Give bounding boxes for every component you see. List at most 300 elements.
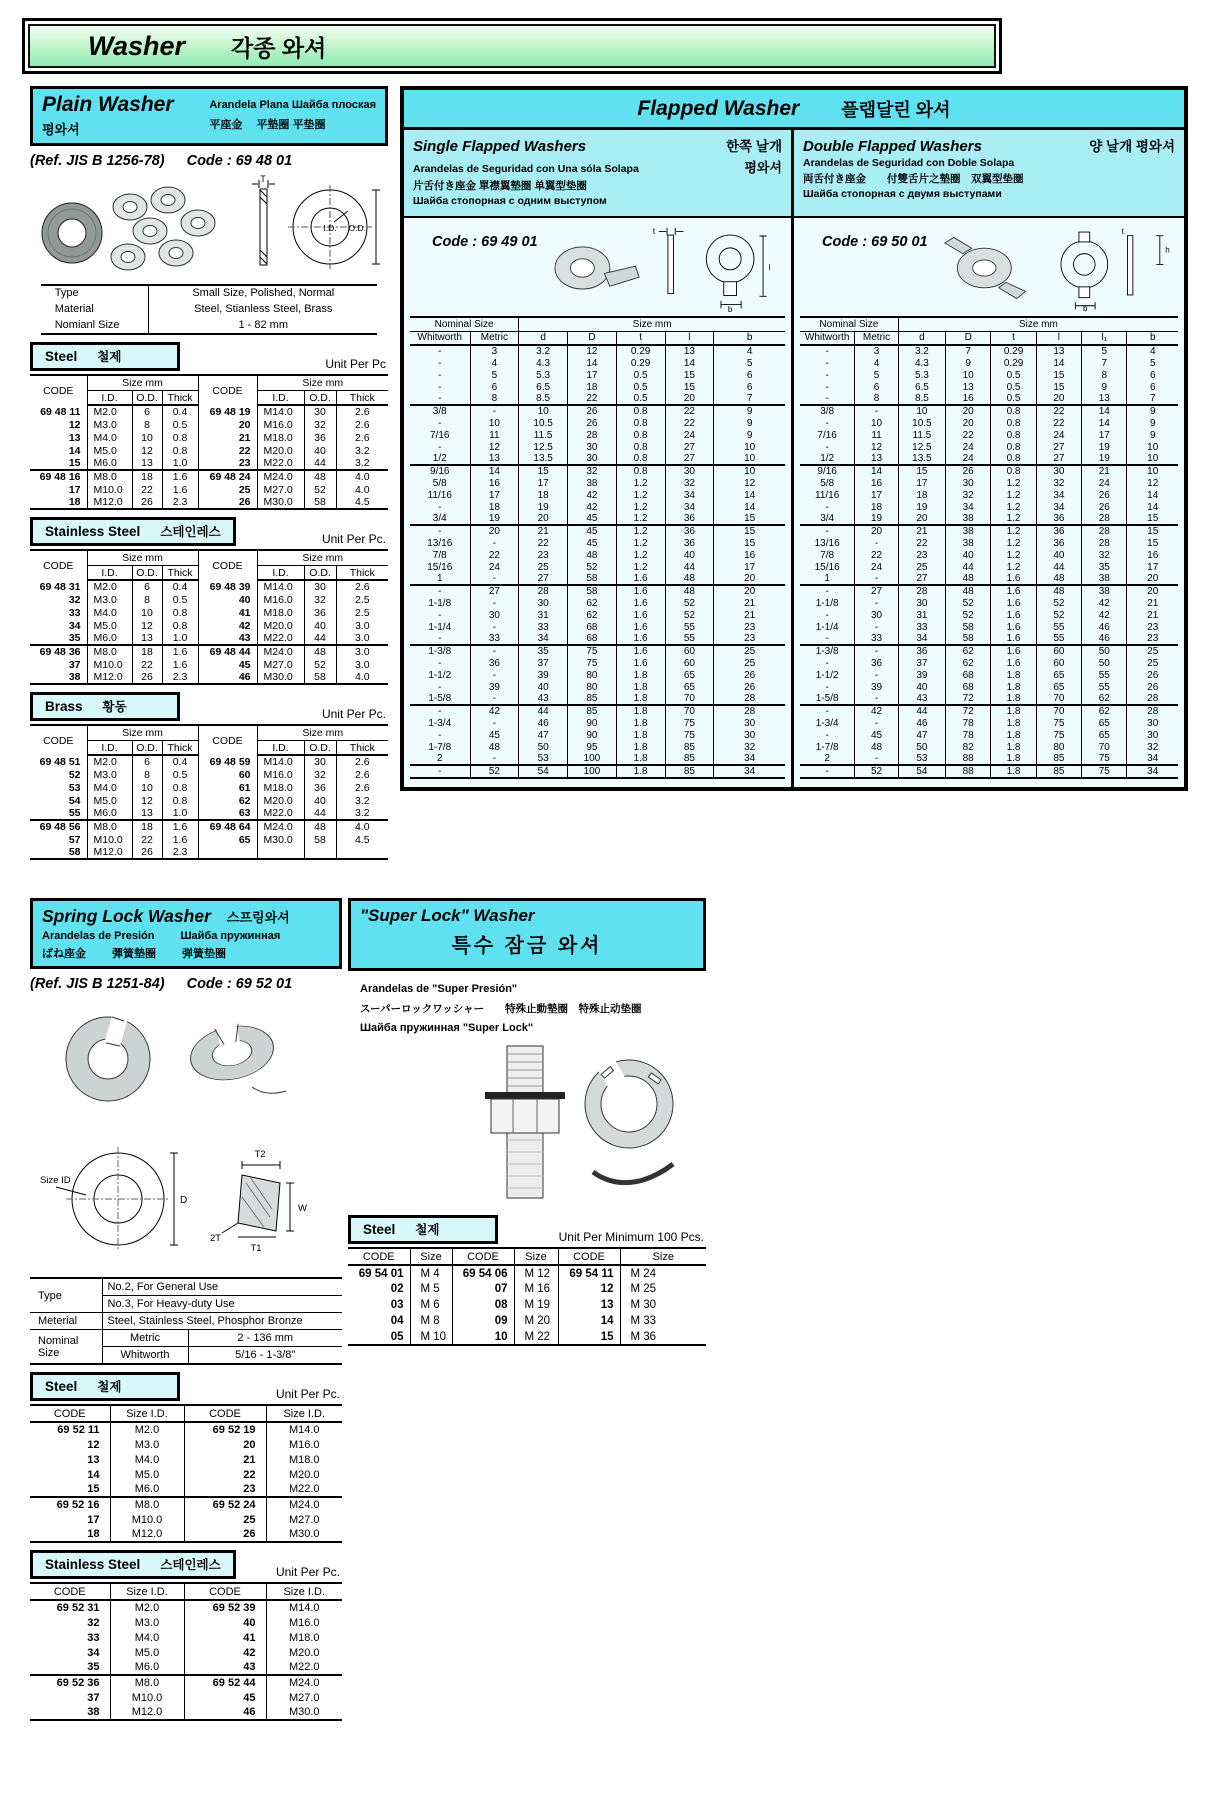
cell: 53	[898, 753, 945, 765]
cell: 75	[1036, 717, 1081, 729]
col-header-code: CODE	[30, 1405, 110, 1422]
cell: 69 48 39	[198, 580, 257, 593]
cell: M18.0	[257, 781, 304, 794]
cell: 34	[30, 1645, 110, 1660]
badge-label: Steel	[45, 1379, 78, 1394]
cell: 1-5/8	[800, 693, 855, 705]
cell: 33	[470, 633, 519, 645]
cell: 4	[1149, 346, 1156, 357]
cell: 41	[198, 606, 257, 619]
plain-washer-spec-table	[41, 284, 378, 335]
cell: 30	[898, 597, 945, 609]
cell: 65	[198, 833, 257, 846]
dim-label-D: D	[180, 1195, 188, 1206]
table-row	[30, 820, 388, 833]
cell: 7	[746, 393, 753, 404]
cell: 1.6	[991, 585, 1036, 597]
cell: 69 52 19	[184, 1422, 266, 1437]
cell: 1.2	[991, 537, 1036, 549]
cell: 16	[946, 393, 991, 405]
cell: 34	[1036, 501, 1081, 513]
cell: 38	[946, 525, 991, 537]
col-header-thick: Thick	[162, 390, 198, 405]
cell: 18	[855, 501, 898, 513]
cell: M3.0	[87, 593, 132, 606]
cell: M10.0	[87, 483, 132, 496]
cell: 50	[1082, 645, 1127, 657]
cell: M12.0	[87, 496, 132, 509]
cell: M20.0	[257, 794, 304, 807]
cell: 38	[568, 477, 617, 489]
cell: M12.0	[87, 846, 132, 859]
cell: 15/16	[410, 561, 470, 573]
cell: M4.0	[87, 781, 132, 794]
cell: 14	[1082, 417, 1127, 429]
cell: 30	[744, 729, 756, 741]
cell: 35	[30, 1660, 110, 1675]
cell: M14.0	[288, 1424, 320, 1436]
cell: 88	[946, 765, 991, 778]
cell: -	[470, 405, 519, 417]
cell: 44	[665, 561, 714, 573]
cell: 13	[470, 453, 519, 465]
table-row	[410, 369, 785, 381]
cell: 34	[1127, 765, 1178, 778]
cell: M2.0	[110, 1600, 184, 1615]
cell: 45	[198, 658, 257, 671]
super-lock-subtitle-cjk: スーパーロックワッシャー 特殊止動墊圈 特殊止动垫圈	[360, 1002, 642, 1015]
cell: M14.0	[257, 580, 304, 593]
cell: 69 52 39	[184, 1600, 266, 1615]
badge-label-korean: 철제	[97, 1380, 122, 1394]
col-header-t: t	[991, 331, 1036, 345]
plain-washer-header	[30, 86, 388, 146]
double-flapped-subtitle-ru: Шайба стопорная с двумя выступами	[803, 188, 1002, 200]
cell: M16.0	[257, 768, 304, 781]
unit-note: Unit Per Pc	[325, 357, 386, 372]
cell: -	[410, 501, 470, 513]
cell: 45	[568, 525, 617, 537]
cell: 65	[1082, 717, 1127, 729]
cell: 18	[470, 501, 519, 513]
plain-washer-title-korean: 평와셔	[42, 122, 80, 138]
cell: 14	[855, 465, 898, 477]
col-header-size: Size mm	[257, 375, 388, 390]
dim-label-2T: 2T	[210, 1233, 222, 1244]
cell: 78	[946, 717, 991, 729]
cell: 9/16	[410, 465, 470, 477]
cell: 6.5	[898, 381, 945, 393]
table-row	[410, 633, 785, 645]
cell: 12	[744, 477, 756, 489]
table-row	[410, 465, 785, 477]
cell: 70	[1036, 693, 1081, 705]
cell: 27	[898, 573, 945, 585]
cell: M16.0	[288, 1438, 320, 1451]
table-row	[410, 585, 785, 597]
cell: M5.0	[87, 444, 132, 457]
cell: 1.6	[162, 483, 198, 496]
col-header-code: CODE	[30, 375, 87, 405]
cell: 9	[1149, 429, 1156, 441]
cell: 8	[132, 593, 162, 606]
table-row	[30, 405, 388, 418]
table-row	[800, 489, 1178, 501]
cell: 1.6	[616, 657, 665, 669]
cell: M22.0	[257, 457, 304, 470]
cell: 69 48 51	[30, 755, 87, 768]
cell: M12.0	[110, 1527, 184, 1542]
cell: 0.5	[616, 393, 665, 405]
col-header-whitworth: Whitworth	[800, 331, 855, 345]
cell: M30.0	[257, 671, 304, 684]
cell: 7/8	[800, 549, 855, 561]
col-header-code: CODE	[30, 550, 87, 580]
cell: 55	[1036, 633, 1081, 645]
col-header-size: Size mm	[257, 550, 388, 565]
cell: 15	[30, 1482, 110, 1497]
col-header-od: O.D.	[132, 390, 162, 405]
cell: 44	[946, 561, 991, 573]
cell: 69 54 06	[452, 1265, 514, 1281]
cell: 5.3	[519, 369, 568, 381]
cell: 70	[665, 693, 714, 705]
cell: 10	[1127, 465, 1178, 477]
material-badge-steel	[348, 1215, 498, 1244]
super-steel-section	[348, 1215, 706, 1346]
cell: 4.5	[354, 833, 370, 846]
cell: 1.6	[616, 585, 665, 597]
cell: 3.0	[336, 645, 388, 658]
cell: 75	[665, 717, 714, 729]
cell: 14	[30, 444, 87, 457]
plain-brass-section	[30, 692, 388, 860]
cell: -	[470, 717, 519, 729]
cell: 36	[665, 513, 714, 525]
cell: 17	[744, 561, 756, 573]
cell: 30	[855, 609, 898, 621]
cell: 57	[30, 833, 87, 846]
dim-label-thickness: T	[260, 174, 266, 185]
cell: 2.3	[162, 671, 198, 684]
cell: 60	[1036, 657, 1081, 669]
plain-stainless-section	[30, 517, 388, 685]
unit-note: Unit Per Minimum 100 Pcs.	[558, 1230, 704, 1245]
table-row	[30, 496, 388, 509]
cell: 0.5	[991, 393, 1036, 405]
cell: 1.0	[162, 457, 198, 470]
cell: 1.6	[991, 609, 1036, 621]
cell: 1.0	[162, 807, 198, 820]
cell: 100	[568, 753, 617, 765]
cell: 72	[946, 705, 991, 717]
cell: 2.3	[162, 496, 198, 509]
table-row	[410, 501, 785, 513]
table-row	[30, 833, 388, 846]
badge-label: Brass	[45, 699, 83, 715]
cell: 42	[184, 1645, 266, 1660]
cell: 18	[132, 645, 162, 658]
cell: 78	[946, 729, 991, 741]
col-header-od: O.D.	[304, 740, 336, 755]
table-row	[30, 807, 388, 820]
cell: 80	[568, 669, 617, 681]
super-lock-subtitle-es: Arandelas de "Super Presión"	[360, 983, 518, 995]
cell: 38	[1082, 573, 1127, 585]
table-row	[800, 693, 1178, 705]
cell: 10	[470, 417, 519, 429]
cell: 6	[746, 369, 753, 381]
cell: 69 48 16	[30, 470, 87, 483]
cell: 23	[519, 549, 568, 561]
cell: 50	[898, 741, 945, 753]
cell: 1.8	[991, 741, 1036, 753]
cell: 13	[946, 381, 991, 393]
cell: 10	[744, 441, 756, 453]
cell: 26	[1147, 669, 1159, 681]
col-header-size: Size mm	[257, 725, 388, 740]
cell: 36	[855, 657, 898, 669]
table-row	[30, 1330, 342, 1347]
table-row	[410, 645, 785, 657]
table-header-row	[30, 1405, 342, 1422]
cell: M16.0	[257, 593, 304, 606]
cell: 23	[1147, 633, 1159, 644]
table-row	[800, 585, 1178, 597]
super-lock-subtitle-ru: Шайба пружинная "Super Lock"	[360, 1021, 534, 1034]
cell: 21	[1082, 465, 1127, 477]
cell: 10	[132, 431, 162, 444]
table-row	[30, 418, 388, 431]
page-title-korean: 각종 와셔	[231, 34, 327, 61]
cell: -	[800, 501, 855, 513]
cell: -	[410, 729, 470, 741]
cell: 15	[1036, 381, 1081, 393]
double-flapped-washer-illustration	[934, 230, 1035, 306]
cell: 63	[198, 807, 257, 820]
cell: 13	[30, 1452, 110, 1467]
cell: 20	[855, 525, 898, 537]
plain-washers-illustration	[30, 173, 226, 279]
cell: 69 52 24	[184, 1497, 266, 1512]
cell: -	[800, 729, 855, 741]
cell: 69 48 59	[198, 755, 257, 768]
cell: 0.29	[616, 357, 665, 369]
cell: 43	[519, 693, 568, 705]
cell: 3.2	[354, 444, 370, 457]
cell: 34	[898, 633, 945, 645]
cell: 34	[946, 501, 991, 513]
spring-steel-table	[30, 1404, 342, 1543]
cell: -	[855, 717, 898, 729]
cell: 5.3	[898, 369, 945, 381]
cell: 27	[665, 453, 714, 465]
spring-stainless-section	[30, 1550, 342, 1721]
cell: 5/8	[800, 477, 855, 489]
cell: 75	[665, 729, 714, 741]
cell: 37	[30, 1690, 110, 1705]
table-row	[410, 381, 785, 393]
cell: 60	[198, 768, 257, 781]
cell: 2.6	[354, 781, 370, 794]
cell: 18	[898, 489, 945, 501]
cell: 1-5/8	[410, 693, 470, 705]
cell: 1.6	[162, 658, 198, 671]
col-header-id: I.D.	[257, 565, 304, 580]
spec-value: 2 - 136 mm	[188, 1330, 342, 1347]
table-header-row	[30, 725, 388, 740]
table-row	[30, 593, 388, 606]
table-row	[30, 457, 388, 470]
cell: 1.6	[616, 633, 665, 645]
cell: 3/8	[410, 405, 470, 417]
col-header-size: Size mm	[87, 375, 198, 390]
cell: -	[470, 693, 519, 705]
cell: 58	[304, 833, 336, 846]
cell: 24	[1082, 477, 1127, 489]
cell: 12	[558, 1281, 620, 1297]
cell: 23	[744, 621, 756, 633]
table-row	[410, 453, 785, 465]
cell: 8.5	[898, 393, 945, 405]
cell: 0.29	[616, 345, 665, 357]
cell: 45	[855, 729, 898, 741]
col-header-l1: l₁	[1082, 331, 1127, 345]
cell: 25	[898, 561, 945, 573]
cell: 36	[304, 606, 336, 619]
cell: 14	[1147, 489, 1159, 501]
cell: 11	[855, 429, 898, 441]
col-header-whitworth: Whitworth	[410, 331, 470, 345]
cell: 20	[714, 585, 785, 597]
table-row	[410, 537, 785, 549]
col-header-thick: Thick	[162, 740, 198, 755]
cell: 55	[1082, 669, 1127, 681]
cell: 15	[519, 465, 568, 477]
unit-note: Unit Per Pc.	[275, 1565, 340, 1579]
col-header-nominal-size: Nominal Size	[410, 317, 519, 331]
table-row	[800, 657, 1178, 669]
col-header-size: Size mm	[87, 550, 198, 565]
cell: -	[855, 753, 898, 765]
cell: 14	[30, 1467, 110, 1482]
cell: 21	[1147, 609, 1159, 621]
cell: 61	[198, 781, 257, 794]
cell: 1.2	[616, 549, 665, 561]
cell: 3	[470, 345, 519, 357]
cell: M6.0	[87, 807, 132, 820]
cell: 21	[744, 609, 756, 621]
cell: 44	[304, 807, 336, 820]
dim-label-l: l	[768, 262, 771, 272]
table-row	[30, 580, 388, 593]
table-row	[800, 369, 1178, 381]
cell: M6.0	[110, 1482, 184, 1497]
table-row	[800, 465, 1178, 477]
cell: 2.5	[354, 593, 370, 606]
cell: 33	[30, 606, 87, 619]
cell: 24	[946, 453, 991, 465]
spring-lock-ref: (Ref. JIS B 1251-84)	[30, 976, 165, 992]
cell: 2.6	[354, 431, 370, 444]
badge-label-korean: 스테인레스	[160, 1558, 221, 1572]
cell: 6	[855, 381, 898, 393]
cell: M4.0	[87, 606, 132, 619]
cell: 0.8	[162, 431, 198, 444]
col-header-code: CODE	[198, 725, 257, 755]
cell: 46	[1082, 621, 1127, 633]
cell: M20.0	[288, 1646, 320, 1659]
cell: 25	[198, 483, 257, 496]
cell: 10	[714, 465, 785, 477]
cell: 1-3/4	[410, 717, 470, 729]
table-row	[410, 705, 785, 717]
cell: 17	[855, 489, 898, 501]
cell: 22	[665, 405, 714, 417]
cell: 3/8	[800, 405, 855, 417]
cell: 15	[30, 457, 87, 470]
plain-washer-section	[30, 86, 388, 860]
cell: 28	[1082, 525, 1127, 537]
cell: 2.6	[354, 418, 370, 431]
cell	[336, 846, 388, 859]
cell: 62	[568, 597, 617, 609]
cell: M 4	[410, 1265, 452, 1281]
cell: 33	[898, 621, 945, 633]
cell: 75	[568, 657, 617, 669]
cell: 2.3	[162, 846, 198, 859]
table-row	[800, 501, 1178, 513]
col-header-l: l	[665, 331, 714, 345]
double-flapped-subtitle-es: Arandelas de Seguridad con Doble Solapa	[803, 157, 1015, 169]
cell: 1.2	[991, 513, 1036, 525]
cell: 39	[855, 681, 898, 693]
cell: 69 52 36	[30, 1675, 110, 1690]
table-row	[30, 1482, 342, 1497]
cell: M12.0	[110, 1705, 184, 1720]
cell: 48	[1036, 585, 1081, 597]
cell: 14	[1147, 501, 1159, 513]
double-flapped-washer-diagram	[1034, 220, 1178, 316]
badge-label-korean: 철제	[415, 1223, 440, 1238]
cell: M5.0	[110, 1645, 184, 1660]
table-row	[410, 429, 785, 441]
table-row	[410, 345, 785, 357]
col-header-id: I.D.	[87, 740, 132, 755]
table-row	[30, 1512, 342, 1527]
cell: 36	[1036, 525, 1081, 537]
cell: 52	[304, 658, 336, 671]
table-row	[410, 513, 785, 525]
table-row	[800, 429, 1178, 441]
cell: 15	[744, 537, 756, 549]
cell: 37	[519, 657, 568, 669]
cell: 46	[1082, 633, 1127, 645]
single-flapped-code: Code : 69 49 01	[432, 234, 538, 250]
cell: 85	[568, 693, 617, 705]
cell: 40	[304, 444, 336, 457]
cell: 5	[1082, 345, 1127, 357]
cell: 9	[746, 417, 753, 429]
cell: M10.0	[87, 833, 132, 846]
cell: 80	[1036, 741, 1081, 753]
cell: 25	[744, 657, 756, 669]
table-header-row	[410, 331, 785, 345]
cell: -	[410, 417, 470, 429]
cell: 0.8	[616, 429, 665, 441]
cell: M24.0	[266, 1675, 342, 1690]
cell: 13	[30, 431, 87, 444]
